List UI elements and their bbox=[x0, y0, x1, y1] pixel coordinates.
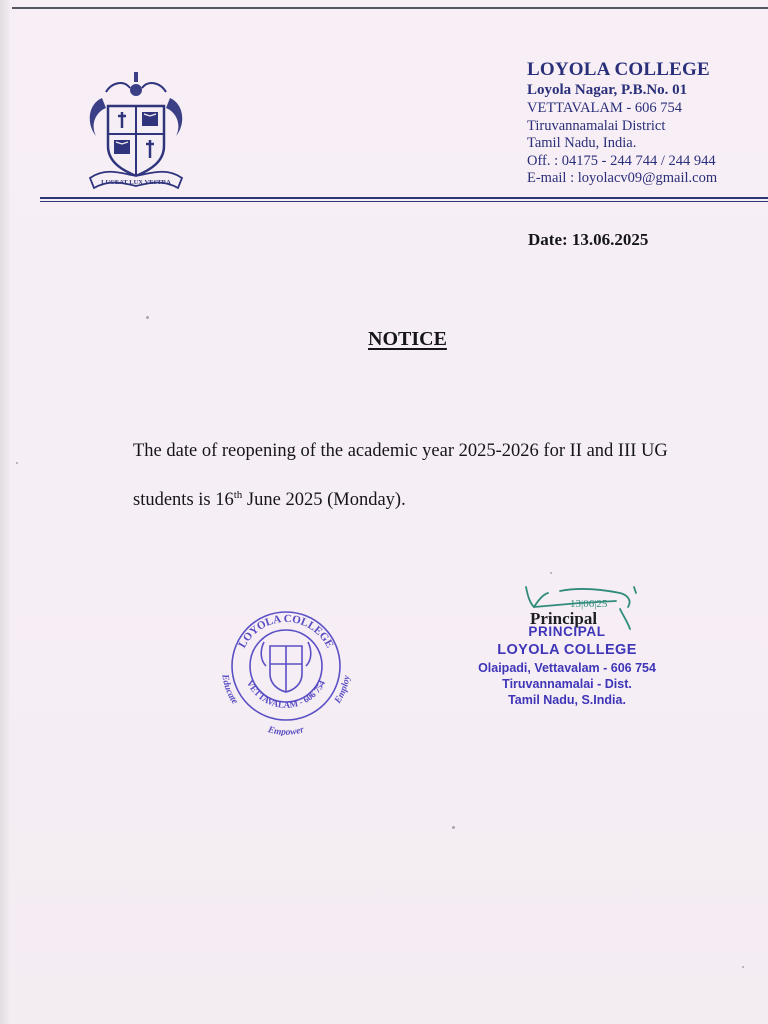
stamp-line-5: Tamil Nadu, S.India. bbox=[508, 693, 626, 707]
college-name: LOYOLA COLLEGE bbox=[527, 59, 710, 80]
notice-title: NOTICE bbox=[368, 328, 447, 350]
body-text-part: June 2025 (Monday). bbox=[242, 490, 406, 511]
scan-speck bbox=[742, 966, 744, 968]
college-district: Tiruvannamalai District bbox=[527, 117, 666, 134]
seal-top-text: LOYOLA COLLEGE bbox=[236, 612, 336, 651]
seal-base-text: Empower bbox=[266, 725, 306, 736]
signatory-role: Principal bbox=[530, 609, 598, 628]
notice-body-line-2 bbox=[133, 489, 406, 511]
stamp-line-4: Tiruvannamalai - Dist. bbox=[502, 677, 632, 691]
seal-left-text: Educate bbox=[219, 673, 240, 707]
principal-stamp bbox=[452, 624, 682, 707]
scan-speck bbox=[16, 462, 18, 464]
page-left-edge bbox=[0, 0, 10, 1024]
notice-date: Date: 13.06.2025 bbox=[528, 230, 649, 249]
college-email: E-mail : loyolacv09@gmail.com bbox=[527, 170, 718, 186]
ordinal-suffix: th bbox=[233, 489, 243, 501]
college-address: Loyola Nagar, P.B.No. 01 bbox=[527, 82, 688, 98]
page-top-edge bbox=[12, 7, 768, 9]
seal-bottom-text: VETTAVALAM - 606 754 bbox=[244, 678, 328, 710]
college-state: Tamil Nadu, India. bbox=[527, 135, 637, 151]
crest-motto: LUCEAT LUX VESTRA bbox=[101, 179, 171, 186]
seal-right-text: Employ bbox=[333, 674, 353, 706]
college-phone: Off. : 04175 - 244 744 / 244 944 bbox=[527, 152, 716, 169]
letterhead-divider-thin bbox=[40, 201, 768, 202]
stamp-line-2: LOYOLA COLLEGE bbox=[497, 642, 637, 658]
scan-speck bbox=[550, 572, 552, 574]
body-text-part: students is 16 bbox=[133, 490, 234, 511]
scan-speck bbox=[452, 826, 455, 829]
letterhead-divider bbox=[40, 197, 768, 199]
letterhead bbox=[527, 60, 717, 189]
college-city: VETTAVALAM - 606 754 bbox=[527, 100, 682, 116]
svg-text:Employ bbox=[333, 674, 353, 706]
scan-speck bbox=[146, 316, 149, 319]
handwritten-date: 13|06|25 bbox=[570, 598, 608, 610]
stamp-line-3: Olaipadi, Vettavalam - 606 754 bbox=[478, 661, 656, 675]
signature-block bbox=[452, 583, 692, 723]
notice-body-line-1: The date of reopening of the academic year 2025-2026 for II and III UG bbox=[133, 441, 668, 461]
stamp-line-1: PRINCIPAL bbox=[528, 624, 606, 639]
college-seal-stamp bbox=[218, 600, 354, 736]
svg-text:LOYOLA COLLEGE bbox=[236, 613, 335, 650]
svg-text:Empower bbox=[266, 725, 306, 736]
college-crest-icon bbox=[84, 68, 188, 192]
